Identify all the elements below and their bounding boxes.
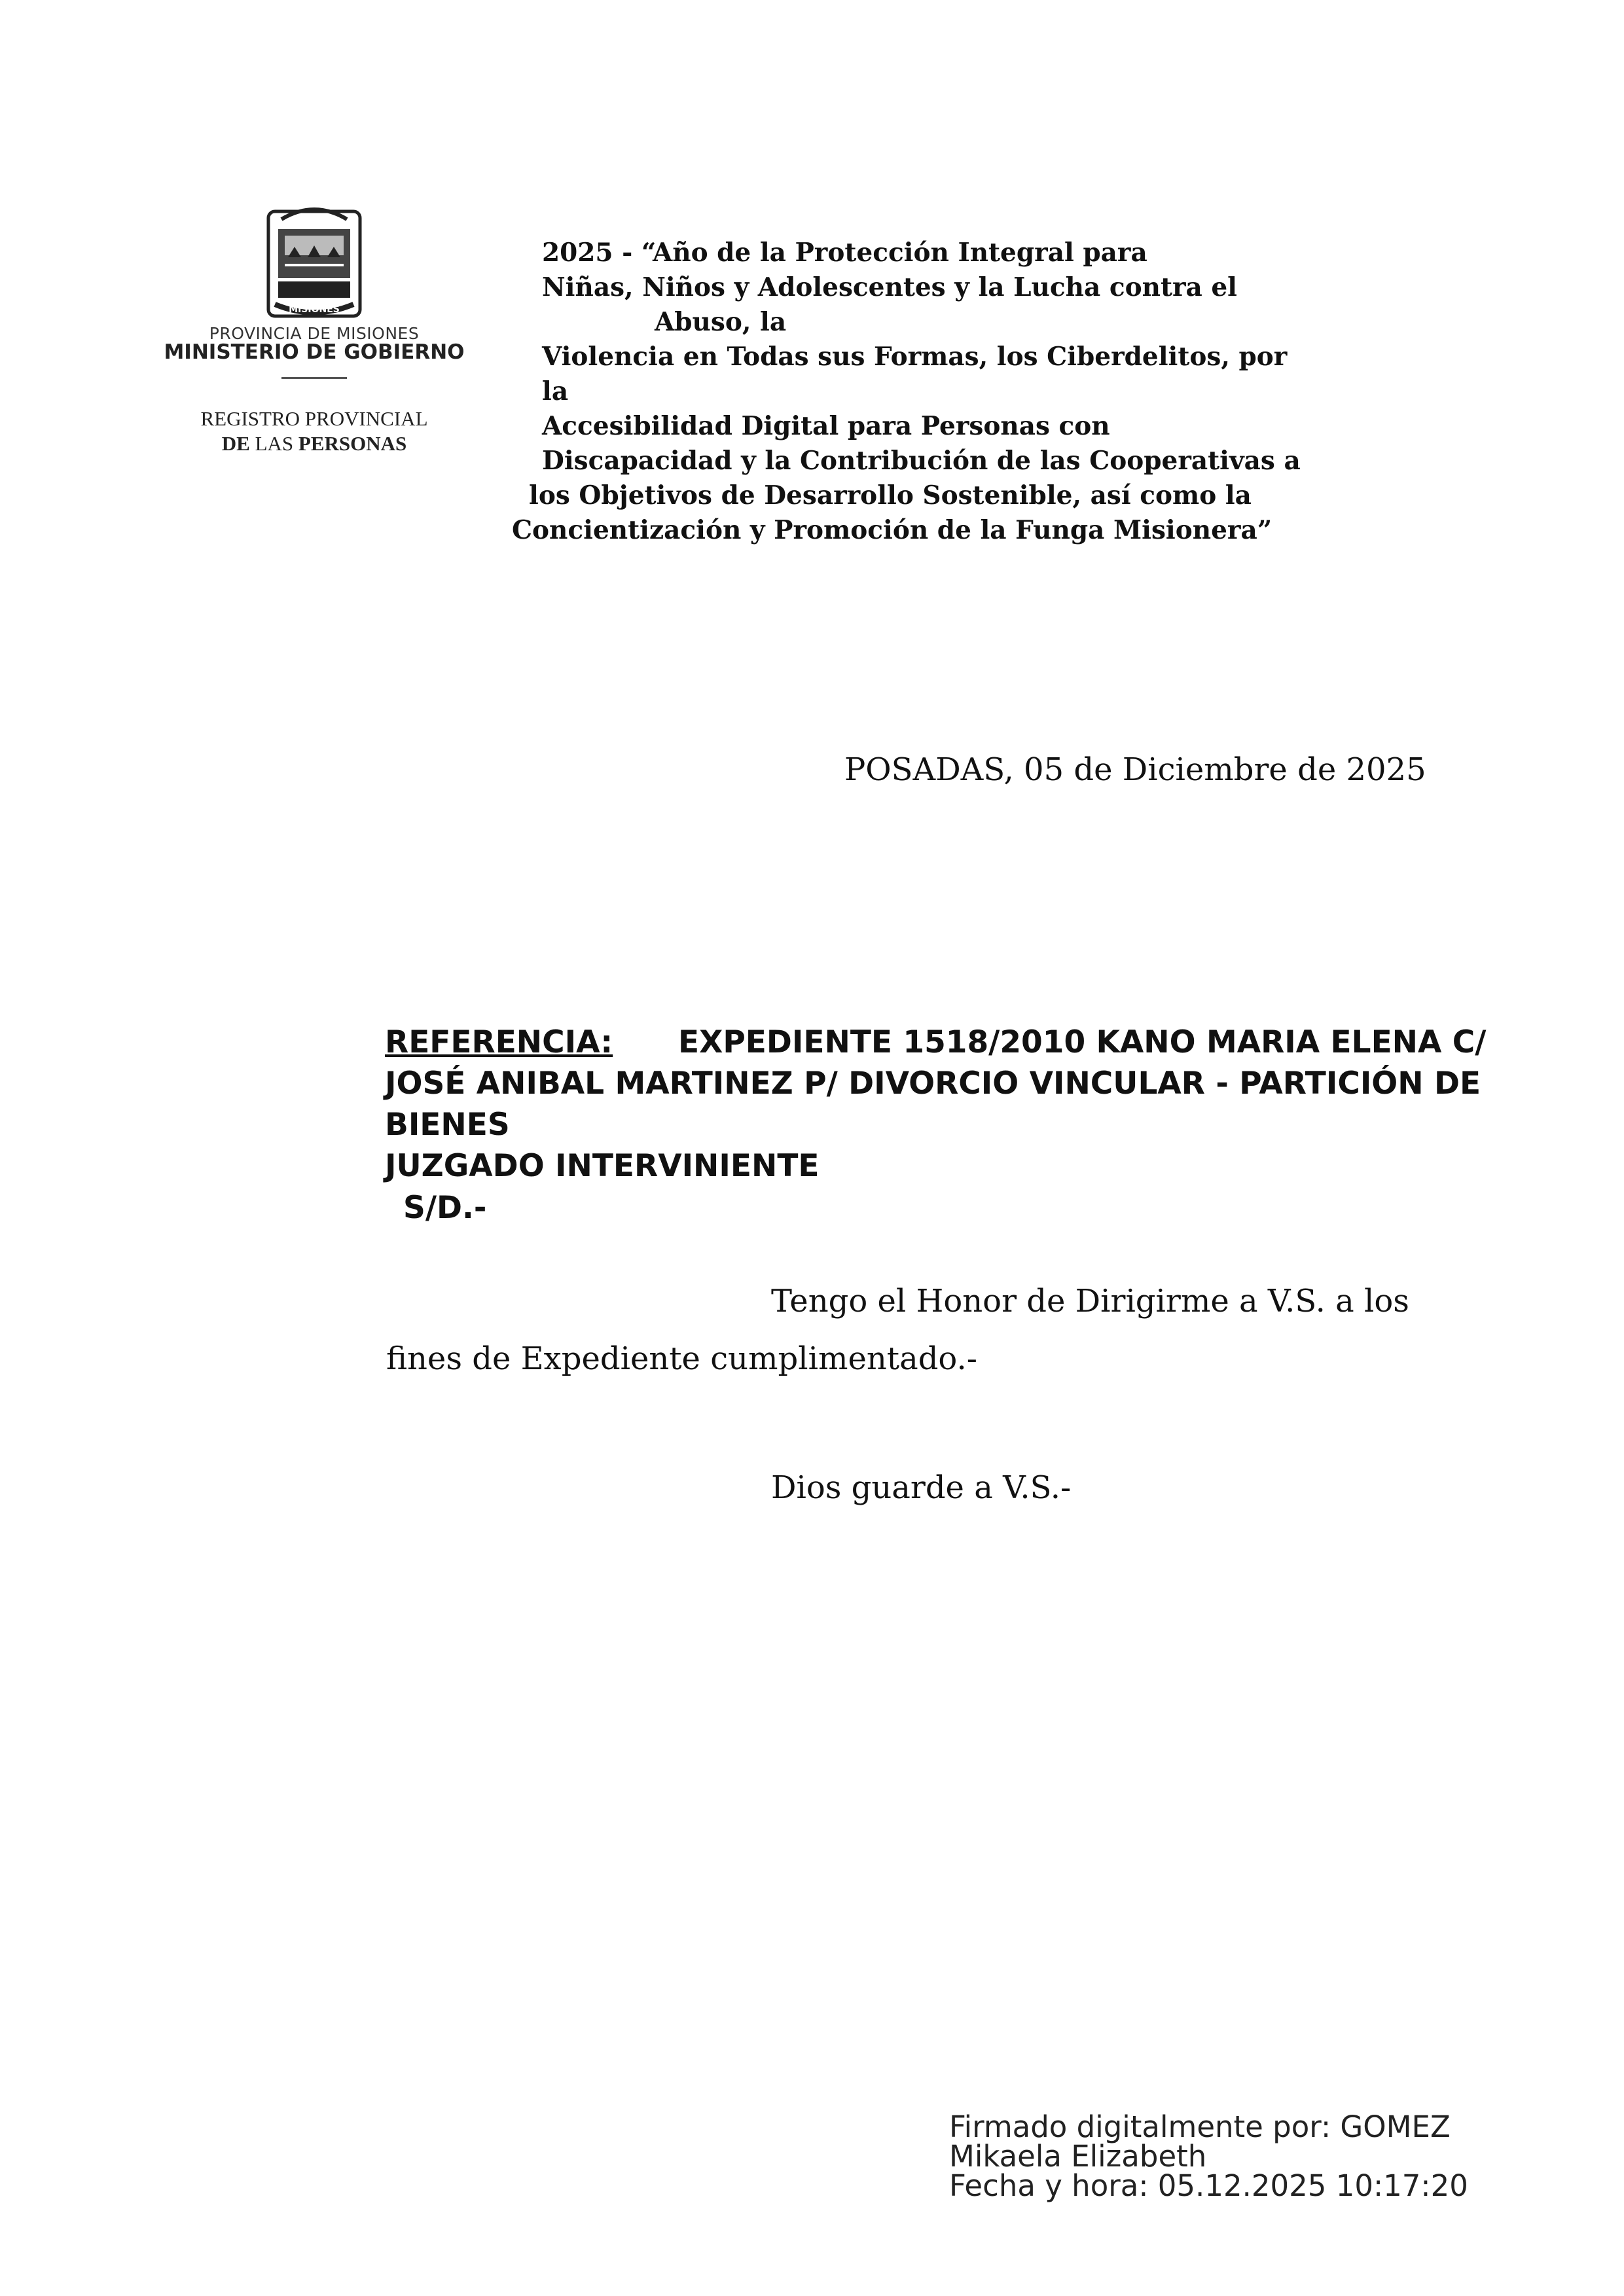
motto-line: Niñas, Niños y Adolescentes y la Lucha contra el — [542, 272, 1237, 302]
signature-timestamp: Fecha y hora: 05.12.2025 10:17:20 — [949, 2168, 1468, 2203]
motto-line: Accesibilidad Digital para Personas con — [542, 411, 1110, 441]
signature-name: Mikaela Elizabeth — [949, 2139, 1207, 2174]
signature-signed-by: Firmado digitalmente por: GOMEZ — [949, 2109, 1451, 2144]
registry-name-line1: REGISTRO PROVINCIAL — [200, 407, 428, 430]
logo-divider — [281, 377, 347, 379]
registry-line2-mid: LAS — [249, 432, 298, 455]
ministry-name: MINISTERIO DE GOBIERNO — [164, 340, 465, 364]
svg-text:MISIONES: MISIONES — [289, 304, 340, 315]
provincial-seal-logo — [255, 200, 373, 324]
province-name: PROVINCIA DE MISIONES — [209, 324, 420, 343]
reference-line: BIENES — [385, 1107, 510, 1143]
motto-line: los Objetivos de Desarrollo Sostenible, así como la — [529, 480, 1252, 511]
body-paragraph-line: fines de Expediente cumplimentado.- — [386, 1340, 977, 1377]
motto-line: Concientización y Promoción de la Funga Misionera” — [512, 515, 1272, 545]
court-line: JUZGADO INTERVINIENTE — [385, 1148, 820, 1184]
sd-line: S/D.- — [403, 1190, 487, 1226]
letter-date: POSADAS, 05 de Diciembre de 2025 — [844, 751, 1426, 788]
reference-line: EXPEDIENTE 1518/2010 KANO MARIA ELENA C/ — [678, 1024, 1487, 1060]
registry-line2-prefix: DE — [221, 432, 250, 455]
registry-name-line2 — [177, 432, 452, 456]
closing-line: Dios guarde a V.S.- — [771, 1469, 1072, 1506]
motto-line: Discapacidad y la Contribución de las Cooperativas a — [542, 446, 1301, 476]
motto-line: Abuso, la — [655, 307, 787, 337]
motto-line: Violencia en Todas sus Formas, los Ciberdelitos, por — [542, 342, 1288, 372]
body-paragraph-line: Tengo el Honor de Dirigirme a V.S. a los — [771, 1283, 1409, 1319]
registry-line2-suffix: PERSONAS — [298, 432, 407, 455]
reference-label: REFERENCIA: — [385, 1024, 613, 1060]
reference-line: JOSÉ ANIBAL MARTINEZ P/ DIVORCIO VINCULAR - PARTICIÓN DE — [385, 1066, 1481, 1102]
motto-line: 2025 - “Año de la Protección Integral para — [542, 238, 1147, 268]
motto-line: la — [542, 376, 569, 406]
